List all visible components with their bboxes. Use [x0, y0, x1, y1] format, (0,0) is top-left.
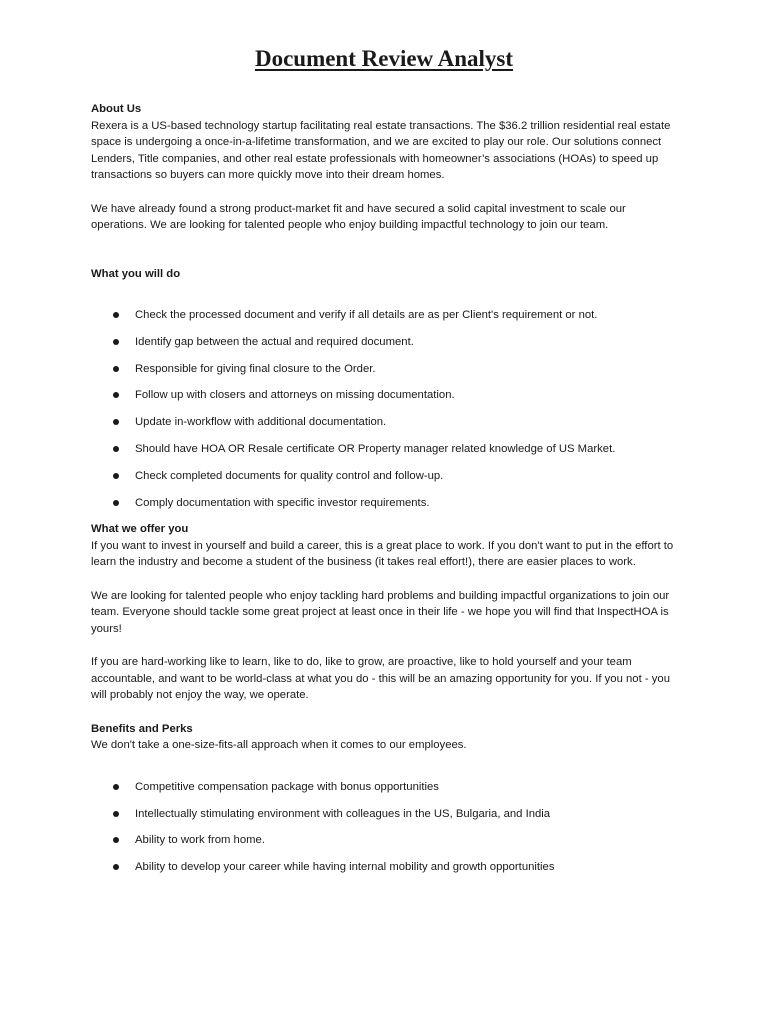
- bullet-icon: [113, 864, 119, 870]
- list-item: [91, 779, 681, 796]
- list-item-text: Competitive compensation package with bonus opportunities: [135, 780, 439, 793]
- list-item-text: Follow up with closers and attorneys on missing documentation.: [135, 389, 455, 402]
- bullet-icon: [113, 784, 119, 790]
- bullet-icon: [113, 339, 119, 345]
- list-item-text: Ability to work from home.: [135, 834, 265, 847]
- list-item: [91, 832, 681, 849]
- responsibilities-list: [91, 307, 681, 511]
- list-item: [91, 806, 681, 823]
- list-item-text: Should have HOA OR Resale certificate OR Property manager related knowledge of US Market.: [135, 442, 616, 455]
- list-item: [91, 307, 681, 324]
- document-title: Document Review Analyst: [254, 46, 514, 71]
- list-item-text: Intellectually stimulating environment with colleagues in the US, Bulgaria, and India: [135, 807, 551, 820]
- bullet-icon: [113, 392, 119, 398]
- about-us-heading: About Us: [91, 103, 142, 115]
- list-item-text: Check completed documents for quality control and follow-up.: [135, 469, 444, 482]
- document-body: [91, 101, 681, 886]
- list-item: [91, 859, 681, 876]
- offer-paragraph: If you are hard-working like to learn, like to do, like to grow, are proactive, like to hold yourself and your team accountable, and want to be world-class at what you do - this will be an amazing opportunity for you. If you not - you will probably not enjoy the way, we operate.: [91, 656, 670, 702]
- bullet-icon: [113, 446, 119, 452]
- list-item: [91, 468, 681, 485]
- list-item-text: Comply documentation with specific investor requirements.: [135, 496, 430, 509]
- list-item: [91, 495, 681, 512]
- bullet-icon: [113, 366, 119, 372]
- what-you-will-do-heading: What you will do: [91, 267, 181, 280]
- bullet-icon: [113, 837, 119, 843]
- about-us-paragraph: We have already found a strong product-market fit and have secured a solid capital investment to scale our operations. We are looking for talented people who enjoy building impactful technology to join our team.: [91, 202, 626, 231]
- list-item-text: Identify gap between the actual and required document.: [135, 335, 414, 348]
- about-us-paragraph: Rexera is a US-based technology startup facilitating real estate transactions. The $36.2 trillion residential real estate space is undergoing a once-in-a-lifetime transformation, and we are excited to play our role. Our solutions connect Lenders, Title companies, and other real estate professionals with homeowner’s associations (HOAs) to speed up transactions so buyers can more quickly move into their dream homes.: [91, 119, 671, 181]
- bullet-icon: [113, 312, 119, 318]
- list-item-text: Responsible for giving final closure to the Order.: [135, 362, 376, 375]
- list-item-text: Check the processed document and verify if all details are as per Client's requirement or not.: [135, 309, 598, 321]
- bullet-icon: [113, 473, 119, 479]
- list-item: [91, 414, 681, 431]
- list-item: [91, 387, 681, 404]
- bullet-icon: [113, 419, 119, 425]
- list-item: [91, 441, 681, 458]
- bullet-icon: [113, 500, 119, 506]
- list-item-text: Update in-workflow with additional documentation.: [135, 416, 387, 429]
- offer-paragraph: If you want to invest in yourself and build a career, this is a great place to work. If you don't want to put in the effort to learn the industry and become a student of the business (it takes real effort!), there are easier places to work.: [91, 539, 674, 569]
- what-we-offer-heading: What we offer you: [91, 523, 189, 536]
- offer-paragraph: We are looking for talented people who enjoy tackling hard problems and building impactful organizations to join our team. Everyone should tackle some great project at least once in their life - we hope you will find that InspectHOA is yours!: [91, 589, 670, 635]
- benefits-heading: Benefits and Perks: [91, 722, 193, 735]
- benefits-intro: We don't take a one-size-fits-all approach when it comes to our employees.: [91, 739, 467, 752]
- list-item-text: Ability to develop your career while having internal mobility and growth opportunities: [135, 861, 555, 874]
- benefits-list: [91, 779, 681, 876]
- list-item: [91, 334, 681, 351]
- list-item: [91, 361, 681, 378]
- bullet-icon: [113, 811, 119, 817]
